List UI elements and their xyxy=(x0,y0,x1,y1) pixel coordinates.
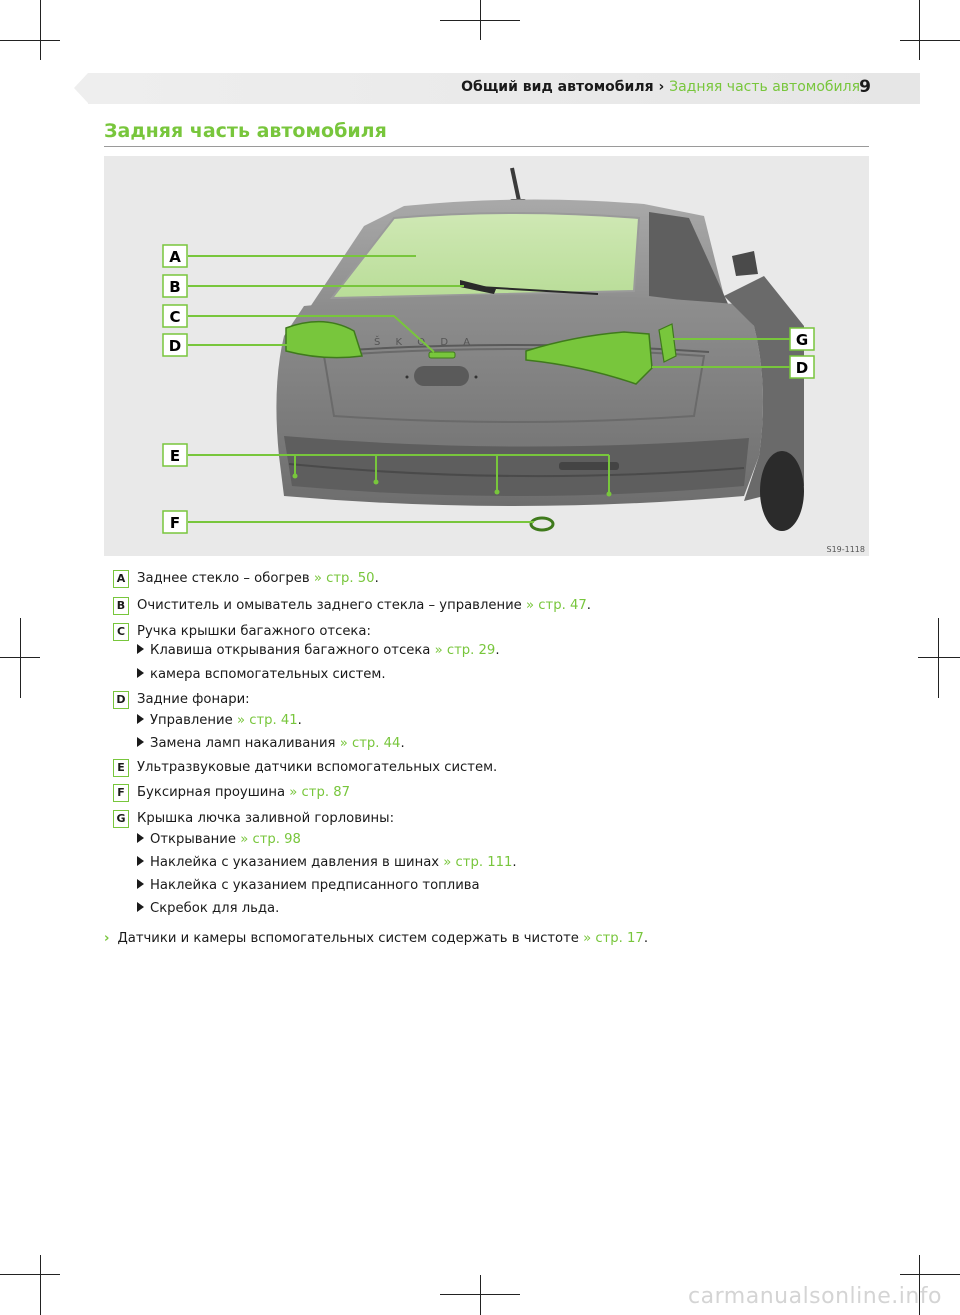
legend-sub-item xyxy=(137,713,302,728)
section-title: Задняя часть автомобиля xyxy=(104,120,387,142)
callout-label-g: G xyxy=(795,331,809,349)
sub-tail: . xyxy=(297,713,302,728)
legend-sub-item xyxy=(137,736,405,751)
breadcrumb xyxy=(461,79,860,95)
note-chevron-icon: › xyxy=(104,931,110,946)
crop-mark xyxy=(900,40,960,41)
antenna xyxy=(512,168,519,201)
page-link[interactable]: » стр. 87 xyxy=(289,785,350,800)
breadcrumb-separator: › xyxy=(658,79,665,95)
trunk-handle-recess xyxy=(414,366,469,386)
title-rule xyxy=(104,146,869,147)
callout-label-c: C xyxy=(169,308,181,326)
crop-mark xyxy=(0,40,60,41)
sensor-dot xyxy=(293,474,298,479)
sub-tail: . xyxy=(495,643,500,658)
sub-text: Скребок для льда. xyxy=(150,901,280,916)
note-tail: . xyxy=(643,931,649,946)
sensor-dot xyxy=(607,492,612,497)
legend-text: Задние фонари: xyxy=(137,692,250,707)
page-link[interactable]: » стр. 98 xyxy=(240,832,301,847)
page-link[interactable]: » стр. 17 xyxy=(583,931,644,946)
tow-eye xyxy=(531,518,553,530)
bullet-triangle-icon xyxy=(137,902,144,912)
crop-mark xyxy=(440,1294,520,1295)
page-number: 9 xyxy=(859,77,871,97)
trunk-dot xyxy=(406,376,409,379)
legend-sub-item xyxy=(137,878,480,893)
callout-label-e: E xyxy=(169,447,181,465)
legend-letter: E xyxy=(113,759,129,777)
crop-mark xyxy=(20,618,21,698)
crop-mark xyxy=(0,1274,60,1275)
legend-tail: . xyxy=(586,598,591,613)
crop-mark xyxy=(480,1275,481,1315)
sensor-dot xyxy=(374,480,379,485)
legend-sub-item xyxy=(137,643,500,658)
crop-mark xyxy=(938,618,939,698)
callout-label-d: D xyxy=(168,337,182,355)
trunk-handle xyxy=(429,352,455,358)
bullet-triangle-icon xyxy=(137,668,144,678)
car-rear-figure xyxy=(104,156,869,556)
note xyxy=(104,931,648,946)
watermark: carmanualsonline.info xyxy=(688,1284,942,1309)
breadcrumb-parent[interactable]: Общий вид автомобиля xyxy=(461,79,654,95)
page-link[interactable]: » стр. 50 xyxy=(313,571,375,586)
legend-sub-item xyxy=(137,901,279,916)
page-link[interactable]: » стр. 44 xyxy=(339,736,401,751)
legend-sub-item xyxy=(137,855,517,870)
legend-text: Очиститель и омыватель заднего стекла – управление xyxy=(137,598,522,613)
legend-letter: D xyxy=(113,691,129,709)
legend-letter: C xyxy=(113,623,129,641)
page-link[interactable]: » стр. 41 xyxy=(236,713,298,728)
page-link[interactable]: » стр. 29 xyxy=(434,643,496,658)
brand-letters: Š K O D A xyxy=(374,337,477,348)
bullet-triangle-icon xyxy=(137,737,144,747)
legend-text: Буксирная проушина xyxy=(137,785,286,800)
bullet-triangle-icon xyxy=(137,856,144,866)
legend-letter: G xyxy=(113,810,129,828)
bullet-triangle-icon xyxy=(137,714,144,724)
bullet-triangle-icon xyxy=(137,879,144,889)
callout-label-d-right: D xyxy=(795,359,809,377)
rear-wheel xyxy=(760,451,804,531)
legend-text: Ультразвуковые датчики вспомогательных систем. xyxy=(137,760,498,775)
sensor-dot xyxy=(495,490,500,495)
figure-code: S19-1118 xyxy=(826,545,865,554)
sub-text: Наклейка с указанием предписанного топлива xyxy=(150,878,480,893)
sub-text: Клавиша открывания багажного отсека xyxy=(150,643,431,658)
callout-label-a: A xyxy=(169,248,181,266)
crop-mark xyxy=(918,657,960,658)
sub-text: Управление xyxy=(150,713,233,728)
crop-mark xyxy=(0,657,40,658)
legend-tail: . xyxy=(374,571,379,586)
crop-mark xyxy=(900,1274,960,1275)
legend-letter: A xyxy=(113,570,129,588)
sub-tail: . xyxy=(400,736,405,751)
crop-mark xyxy=(40,1255,41,1315)
sub-text: Наклейка с указанием давления в шинах xyxy=(150,855,440,870)
trunk-dot xyxy=(475,376,478,379)
breadcrumb-current: Задняя часть автомобиля xyxy=(669,79,860,95)
legend-letter: F xyxy=(113,784,129,802)
sub-tail: . xyxy=(512,855,517,870)
legend-sub-item xyxy=(137,832,301,847)
crop-mark xyxy=(440,20,520,21)
page-link[interactable]: » стр. 111 xyxy=(443,855,513,870)
legend-sub-item xyxy=(137,667,386,682)
callout-label-b: B xyxy=(169,278,181,296)
crop-mark xyxy=(40,0,41,60)
car-rear-illustration xyxy=(104,156,869,556)
crop-mark xyxy=(919,0,920,60)
page-link[interactable]: » стр. 47 xyxy=(526,598,587,613)
side-window xyxy=(649,212,729,306)
bullet-triangle-icon xyxy=(137,833,144,843)
side-mirror xyxy=(732,251,758,276)
sub-text: Замена ламп накаливания xyxy=(150,736,336,751)
legend-text: Ручка крышки багажного отсека: xyxy=(137,624,371,639)
legend-text: Заднее стекло – обогрев xyxy=(137,571,310,586)
note-text: Датчики и камеры вспомогательных систем содержать в чистоте xyxy=(117,931,579,946)
legend-letter: B xyxy=(113,597,129,615)
sub-text: Открывание xyxy=(150,832,236,847)
callout-label-f: F xyxy=(169,514,181,532)
sub-text: камера вспомогательных систем. xyxy=(150,667,386,682)
bullet-triangle-icon xyxy=(137,644,144,654)
legend-text: Крышка лючка заливной горловины: xyxy=(137,811,395,826)
